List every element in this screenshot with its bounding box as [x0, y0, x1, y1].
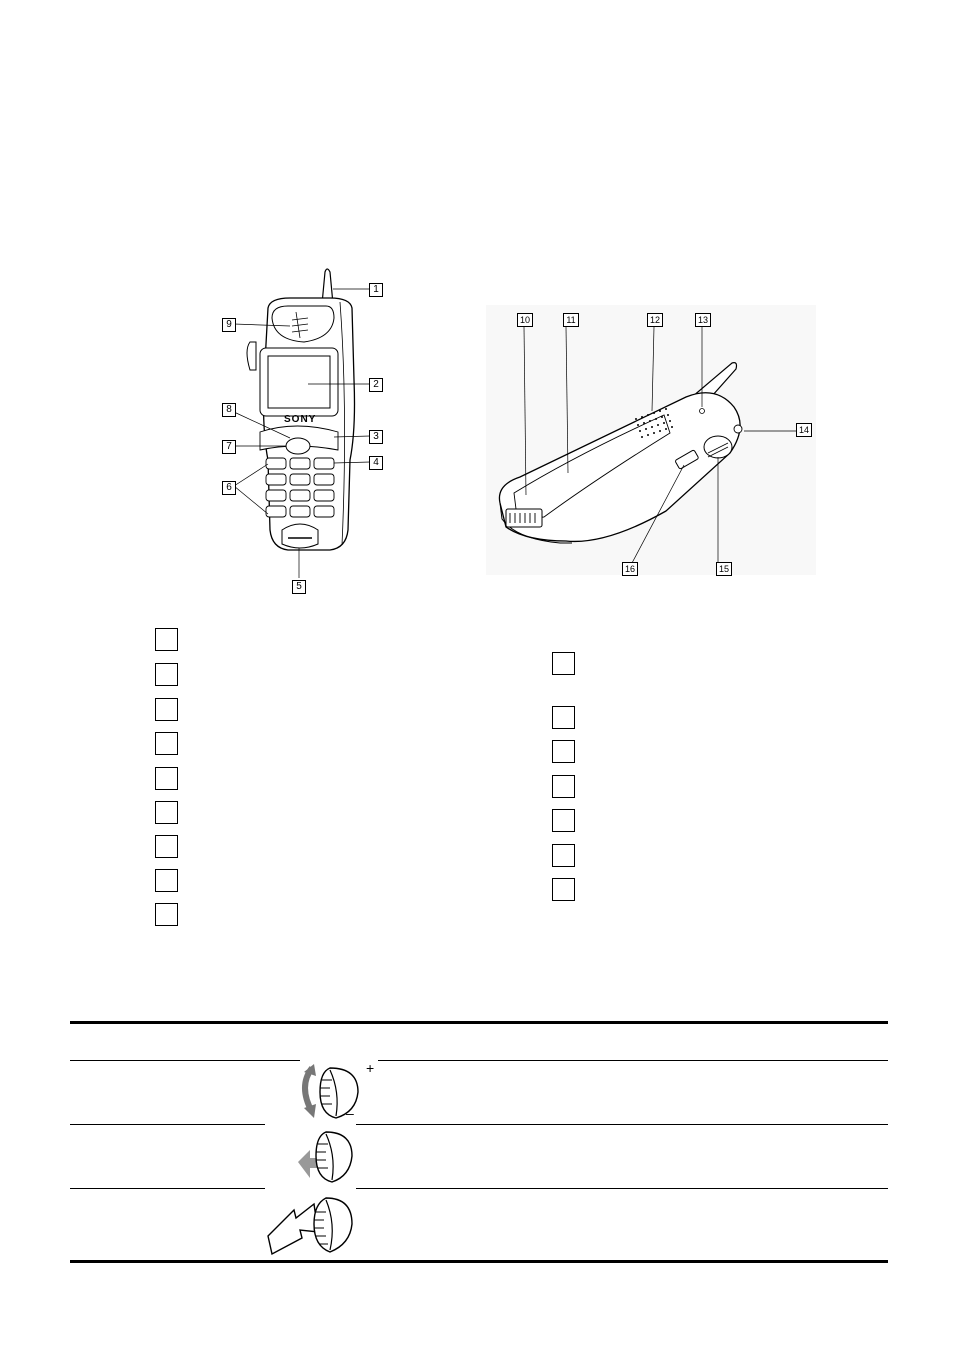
legend-box-13	[552, 775, 575, 798]
legend-box-6	[155, 801, 178, 824]
table-row-rule-2-right	[356, 1188, 888, 1189]
phone-back-illustration	[486, 305, 826, 590]
callout-11: 11	[563, 313, 579, 327]
legend-box-16	[552, 878, 575, 901]
table-row-rule-1-left	[70, 1124, 265, 1125]
callout-8: 8	[222, 403, 236, 417]
callout-4: 4	[369, 456, 383, 470]
legend-box-9	[155, 903, 178, 926]
legend-box-1	[155, 628, 178, 651]
table-row-rule-1-right	[356, 1124, 888, 1125]
table-bottom-rule	[70, 1260, 888, 1263]
callout-15: 15	[716, 562, 732, 576]
legend-box-10	[552, 652, 575, 675]
legend-box-15	[552, 844, 575, 867]
jog-dial-press-icon	[296, 1128, 360, 1186]
callout-5: 5	[292, 580, 306, 594]
table-row-rule-2-left	[70, 1188, 265, 1189]
jog-dial-push-icon	[266, 1192, 358, 1256]
rotate-minus-sign: –	[346, 1105, 354, 1121]
legend-box-4	[155, 732, 178, 755]
callout-14: 14	[796, 423, 812, 437]
legend-box-12	[552, 740, 575, 763]
callout-6: 6	[222, 481, 236, 495]
legend-box-11	[552, 706, 575, 729]
callout-13: 13	[695, 313, 711, 327]
callout-16: 16	[622, 562, 638, 576]
legend-box-14	[552, 809, 575, 832]
callout-10: 10	[517, 313, 533, 327]
callout-2: 2	[369, 378, 383, 392]
legend-box-2	[155, 663, 178, 686]
legend-box-8	[155, 869, 178, 892]
callout-7: 7	[222, 440, 236, 454]
table-header-rule-left	[70, 1060, 300, 1061]
callout-9: 9	[222, 318, 236, 332]
phone-brand-logo: SONY	[284, 414, 317, 425]
table-top-rule	[70, 1021, 888, 1024]
legend-box-3	[155, 698, 178, 721]
legend-box-7	[155, 835, 178, 858]
rotate-plus-sign: +	[366, 1060, 375, 1076]
jog-dial-rotate-icon	[296, 1062, 366, 1122]
callout-1: 1	[369, 283, 383, 297]
legend-box-5	[155, 767, 178, 790]
callout-12: 12	[647, 313, 663, 327]
table-header-rule-right	[378, 1060, 888, 1061]
callout-3: 3	[369, 430, 383, 444]
